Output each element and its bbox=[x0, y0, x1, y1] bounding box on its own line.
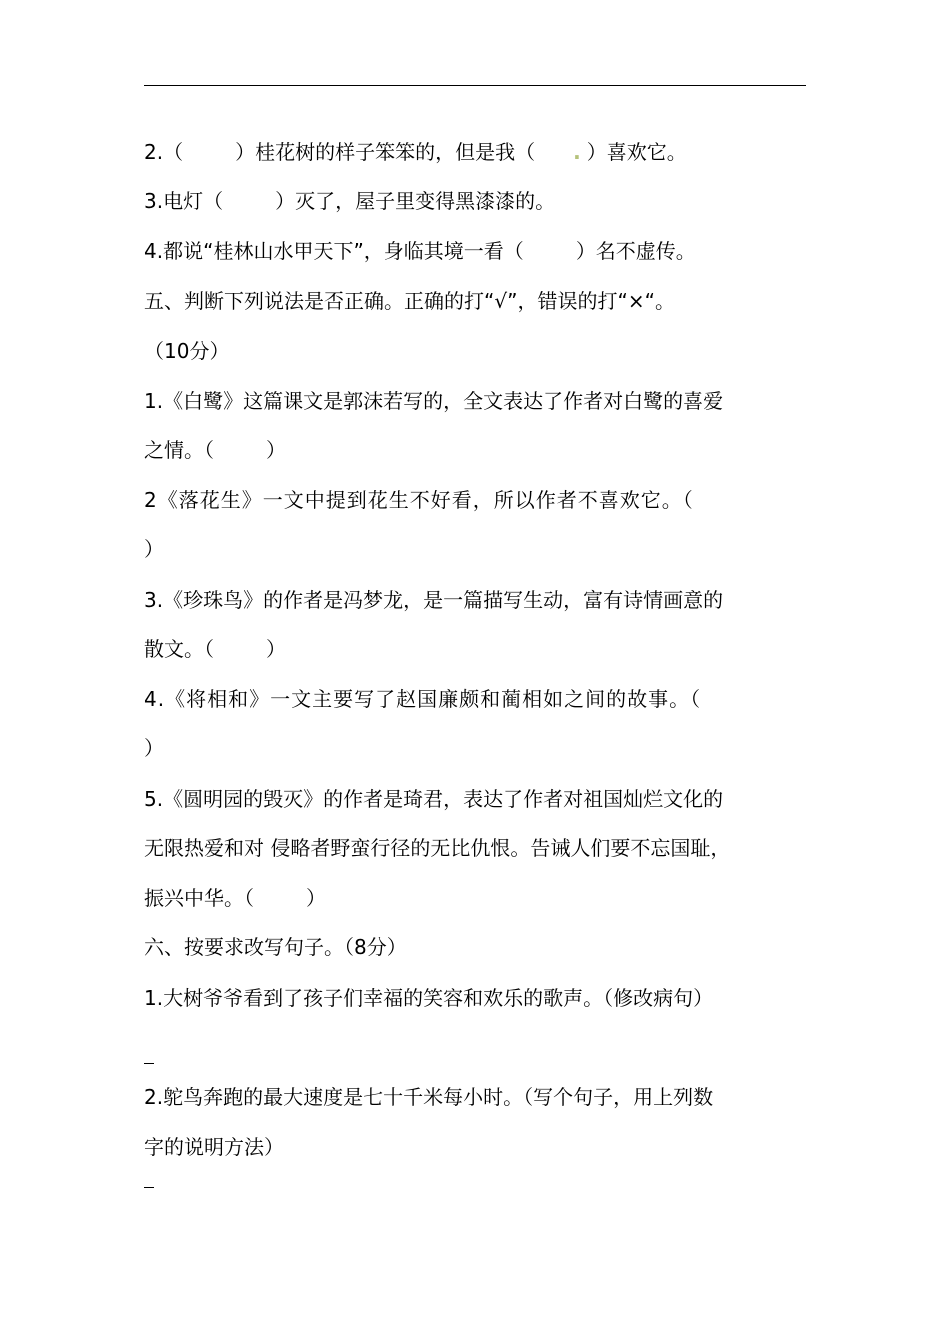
q4-item-4 bbox=[144, 236, 809, 266]
s6-item-2-line1: 2.鸵鸟奔跑的最大速度是七十千米每小时。（写个句子，用上列数 bbox=[144, 1085, 714, 1109]
s5-item-5-text: 振兴中华。（ bbox=[144, 886, 254, 910]
q4-item-2-part3: ）喜欢它。 bbox=[586, 140, 687, 164]
section5-heading: 五、判断下列说法是否正确。正确的打“√”，错误的打“×“。 bbox=[144, 289, 675, 313]
s5-item-5-line2: 无限热爱和对 侵略者野蛮行径的无比仇恨。告诫人们要不忘国耻， bbox=[144, 836, 731, 860]
s5-item-3-line2 bbox=[144, 634, 809, 664]
s5-item-3-line1: 3.《珍珠鸟》的作者是冯梦龙，是一篇描写生动，富有诗情画意的 bbox=[144, 588, 724, 612]
s6-item-1-answer-line bbox=[144, 1063, 154, 1064]
s5-item-1-line2 bbox=[144, 435, 809, 465]
s5-item-1-line1: 1.《白鹭》这篇课文是郭沫若写的，全文表达了作者对白鹭的喜爱 bbox=[144, 389, 724, 413]
s5-item-2-line1: 2《落花生》一文中提到花生不好看，所以作者不喜欢它。（ bbox=[144, 488, 694, 512]
s5-item-3-text: 散文。（ bbox=[144, 637, 214, 661]
s5-item-5-close: ） bbox=[306, 886, 326, 910]
s5-item-1-text: 之情。（ bbox=[144, 438, 214, 462]
s6-item-2-answer-line bbox=[144, 1187, 154, 1188]
header-rule bbox=[144, 85, 806, 86]
q4-item-4-part2: ）名不虚传。 bbox=[575, 239, 696, 263]
q4-item-2 bbox=[144, 137, 809, 167]
s6-item-2-line2: 字的说明方法） bbox=[144, 1135, 284, 1159]
s5-item-5-line1: 5.《圆明园的毁灭》的作者是琦君，表达了作者对祖国灿烂文化的 bbox=[144, 787, 724, 811]
s5-item-2-line2: ） bbox=[144, 537, 164, 561]
s5-item-3-close: ） bbox=[266, 637, 286, 661]
s5-item-4-line2: ） bbox=[144, 736, 164, 760]
q4-item-4-part1: 4.都说“桂林山水甲天下”，身临其境一看（ bbox=[144, 239, 524, 263]
q4-item-3 bbox=[144, 186, 809, 216]
q4-item-3-part2: ）灭了，屋子里变得黑漆漆的。 bbox=[275, 189, 556, 213]
s6-item-1: 1.大树爷爷看到了孩子们幸福的笑容和欢乐的歌声。（修改病句） bbox=[144, 986, 714, 1010]
section5-score: （10分） bbox=[144, 339, 230, 363]
q4-item-2-dot: . bbox=[573, 140, 581, 164]
section6-heading: 六、按要求改写句子。（8分） bbox=[144, 935, 407, 959]
s5-item-1-close: ） bbox=[266, 438, 286, 462]
s5-item-5-line3 bbox=[144, 883, 809, 913]
s5-item-4-line1: 4.《将相和》一文主要写了赵国廉颇和蔺相如之间的故事。（ bbox=[144, 687, 702, 711]
q4-item-2-part2: ）桂花树的样子笨笨的，但是我（ bbox=[235, 140, 536, 164]
q4-item-3-part1: 3.电灯（ bbox=[144, 189, 224, 213]
q4-item-2-part1: 2.（ bbox=[144, 140, 184, 164]
